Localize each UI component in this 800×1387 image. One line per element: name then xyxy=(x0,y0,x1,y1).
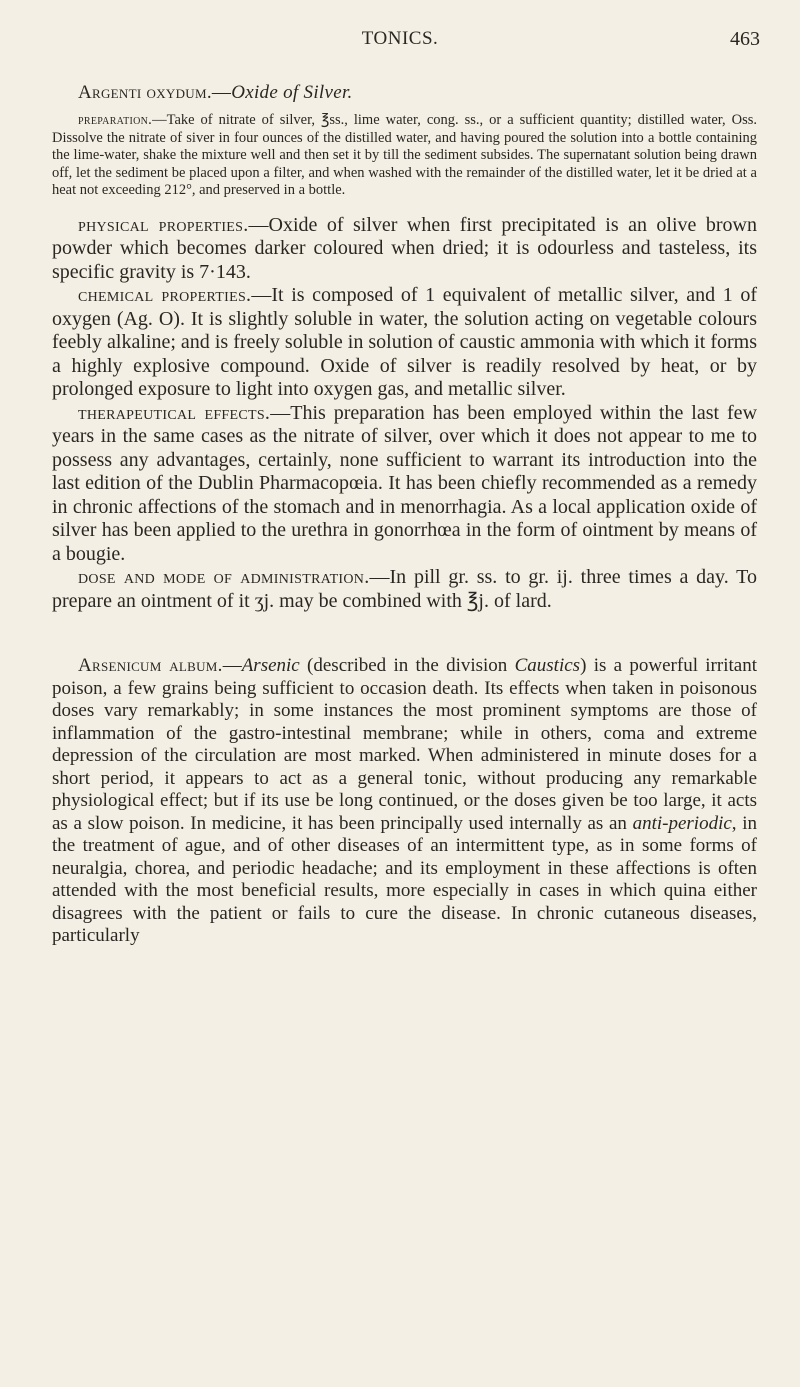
physical-properties-text: —Oxide of silver when first precipitated is an olive brown powder which becomes darker coloured when dried; it is odourless and tasteless, its specific gravity is 7·143. xyxy=(52,213,757,283)
arsenicum-paragraph xyxy=(52,655,757,948)
arsenicum-title-dash: — xyxy=(222,655,242,676)
chemical-properties-paragraph xyxy=(52,284,757,402)
page-header xyxy=(0,28,800,54)
argenti-title-dash: — xyxy=(211,82,232,103)
argenti-title-caps: Argenti oxydum. xyxy=(78,82,212,103)
chemical-properties-text: —It is composed of 1 equivalent of metallic silver, and 1 of oxygen (Ag. O). It is slightly soluble in water, the solution acting on vegetable colours feebly alkaline; and is freely soluble in solution of caustic ammonia with which it forms a highly explosive compound. Oxide of silver is readily resolved by heat, or by prolonged exposure to light into oxygen gas, and metallic silver. xyxy=(52,284,758,400)
preparation-paragraph xyxy=(52,112,757,200)
therapeutical-effects-heading: therapeutical effects. xyxy=(78,401,271,424)
anti-periodic-term: anti-periodic xyxy=(632,812,732,834)
dose-paragraph xyxy=(52,566,757,613)
caustics-reference: Caustics xyxy=(514,655,581,676)
preparation-text: —Take of nitrate of silver, ℥ss., lime water, cong. ss., or a sufficient quantity; distilled water, Oss. Dissolve the nitrate of siver in four ounces of the distilled water, and having poured the solution into a bottle containing the lime-water, shake the mixture well and then set it by till the sediment subsides. The supernatant solution being drawn off, let the sediment be placed upon a filter, and when washed with the remainder of the distilled water, let it be dried at a heat not exceeding 212°, and preserved in a bottle. xyxy=(52,112,757,198)
arsenicum-title-italic: Arsenic xyxy=(241,655,300,676)
argenti-entry-title xyxy=(52,82,757,104)
physical-properties-paragraph xyxy=(52,214,757,285)
page-number: 463 xyxy=(730,28,760,50)
physical-properties-heading: physical properties. xyxy=(78,213,249,236)
arsenicum-text-2: ) is a powerful irritant poison, a few grains being sufficient to occasion death. Its effects when taken in poisonous doses vary remarkably; in some instances the most prominent symptoms are those of inflammation of the gastro-intestinal membrane; while in others, coma and extreme depression of the circulation are most marked. When administered in minute doses for a short period, it appears to act as a general tonic, without producing any remarkable physiological effect; but if its use be long continued, or the doses given be too large, it acts as a slow poison. In medicine, it has been principally used internally as an xyxy=(52,655,757,834)
therapeutical-effects-text: —This preparation has been employed within the last few years in the same cases as the nitrate of silver, over which it does not appear to me to possess any advantages, certainly, none sufficient to warrant its introduction into the last edition of the Dublin Pharmacopœia. It has been chiefly recommended as a remedy in chronic affections of the stomach and in menorrhagia. As a local application oxide of silver has been applied to the urethra in gonorrhœa in the form of ointment by means of a bougie. xyxy=(52,401,758,565)
dose-heading: dose and mode of administration. xyxy=(78,566,370,588)
therapeutical-effects-paragraph xyxy=(52,402,757,567)
arsenicum-text-3: , in the treatment of ague, and of other diseases of an intermittent type, as in some forms of neuralgia, chorea, and periodic headache; and its employment in these affections is often attended with the most beneficial results, more especially in cases in which quina either disagrees with the patient or fails to cure the disease. In chronic cutaneous diseases, particularly xyxy=(52,812,757,946)
page-body xyxy=(52,82,757,948)
running-head: TONICS. xyxy=(361,28,439,49)
preparation-heading: preparation. xyxy=(78,112,153,128)
argenti-title-italic: Oxide of Silver. xyxy=(231,82,353,103)
arsenicum-title-caps: Arsenicum album. xyxy=(78,655,223,676)
chemical-properties-heading: chemical properties. xyxy=(78,284,252,306)
dose-text: —In pill gr. ss. to gr. ij. three times a day. To prepare an ointment of it ʒj. may be combined with ℥j. of lard. xyxy=(52,566,757,612)
arsenicum-text-1: (described in the division xyxy=(299,655,515,676)
